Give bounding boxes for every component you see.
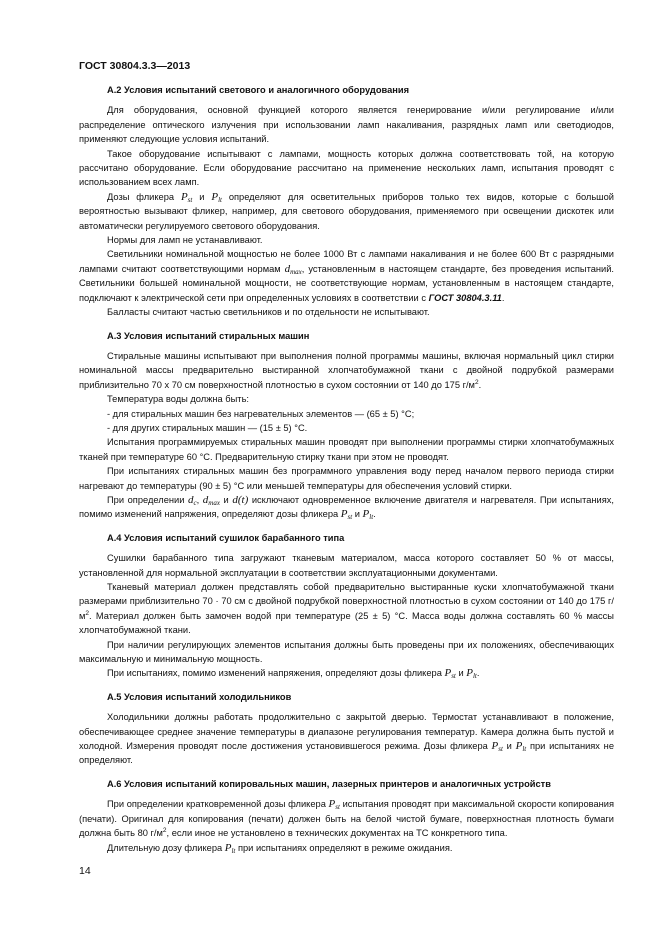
math-variable	[363, 508, 374, 520]
section	[79, 777, 614, 855]
variable-subscript: st	[347, 513, 353, 522]
text-run: - для стиральных машин без нагревательных элементов — (65 ± 5) °С;	[107, 408, 415, 419]
math-variable	[329, 798, 340, 810]
paragraph	[79, 392, 614, 406]
text-run: . Материал должен быть замочен водой при температуре (25 ± 5) °С. Масса воды должна составлять 60 % массы хлопчатобумажной ткани.	[79, 610, 614, 636]
text-run: , если иное не установлено в технических документах на ТС конкретного типа.	[166, 828, 508, 839]
variable-subscript: st	[187, 195, 193, 204]
text-run: Балласты считают частью светильников и по отдельности не испытывают.	[107, 307, 430, 318]
paragraph	[79, 190, 614, 233]
variable-subscript: max	[290, 267, 302, 276]
text-run: Нормы для ламп не устанавливают.	[107, 235, 263, 246]
superscript: 2	[85, 609, 90, 617]
text-run: исключают одновременное включение двигателя и нагревателя. При испытаниях, помимо изменений напряжения, определяют дозы фликера	[79, 494, 614, 520]
text-run: определяют для осветительных приборов только тех видов, которые с большой вероятностью вызывают фликер, например, для светового оборудования, применяемого при освещении дискотек или автоматически регулируемого светового оборудования.	[79, 191, 614, 231]
variable-subscript: max	[208, 498, 220, 507]
section-heading: А.6 Условия испытаний копировальных машин, лазерных принтеров и аналогичных устройств	[107, 778, 551, 789]
variable-symbol: P	[211, 190, 219, 203]
paragraph	[79, 147, 614, 190]
superscript: 2	[162, 827, 167, 835]
text-run: При испытаниях, помимо изменений напряжения, определяют дозы фликера	[107, 668, 445, 679]
text-run: Стиральные машины испытывают при выполнения полной программы машины, включая нормальный цикл стирки номинальной массы предварительно выстиранной хлопчатобумажной ткани с двойной подрубкой размерами приблизительно 70 х 70 см поверхностной плотностью в сухом состоянии от 140 до 175 г/м	[79, 350, 614, 390]
text-run: Испытания программируемых стиральных машин проводят при выполнении программы стирки хлопчатобумажных тканей при температуре 60 °С. Предварительную стирку ткани при этом не проводят.	[79, 437, 614, 462]
variable-subscript: st	[335, 803, 340, 812]
variable-subscript: st	[498, 745, 503, 754]
section	[79, 83, 614, 320]
text-run: При наличии регулирующих элементов испытания должны быть проведены при их положениях, обеспечивающих максимальную и минимальную мощность.	[79, 639, 614, 665]
text-run: Температура воды должна быть:	[107, 394, 249, 405]
text-run: и	[192, 191, 212, 202]
section	[79, 531, 614, 681]
text-run: и	[219, 494, 233, 505]
variable-subscript: lt	[369, 513, 374, 522]
variable-symbol: P	[466, 667, 473, 680]
variable-symbol: P	[328, 798, 336, 811]
math-variable	[444, 667, 455, 679]
text-run: Сушилки барабанного типа загружают тканевым материалом, масса которого составляет 50 % от массы, установленной для нормальной эксплуатации в соответствии эксплуатационными документами.	[79, 553, 614, 578]
math-variable	[203, 494, 220, 506]
text-run: ,	[196, 494, 203, 505]
paragraph	[79, 797, 614, 840]
paragraph	[79, 305, 614, 319]
text-run: Длительную дозу фликера	[107, 842, 225, 853]
section	[79, 690, 614, 768]
math-variable	[188, 494, 197, 506]
math-variable	[466, 667, 477, 679]
text-run: .	[501, 292, 505, 303]
paragraph	[79, 464, 614, 493]
variable-symbol: P	[444, 667, 452, 680]
variable-symbol: d	[284, 262, 291, 275]
variable-symbol: P	[340, 508, 348, 521]
math-variable	[232, 494, 248, 506]
text-run: при испытаниях не определяют.	[79, 741, 614, 766]
paragraph	[79, 638, 614, 667]
document-header: ГОСТ 30804.3.3—2013	[79, 60, 191, 72]
section-heading: А.5 Условия испытаний холодильников	[107, 691, 292, 702]
variable-subscript: lt	[522, 745, 527, 754]
text-run: и	[502, 741, 516, 752]
paragraph	[79, 841, 614, 855]
text-run: и	[352, 509, 363, 520]
text-run: и	[455, 668, 467, 679]
variable-symbol: P	[515, 740, 523, 753]
text-run: При определении	[107, 494, 188, 505]
text-run: Холодильники должны работать продолжительно с закрытой дверью. Термостат устанавливают в положение, обеспечивающее среднее значение температуры в диапазоне регулирования температур. Камера должна быть пустой и холодной. Измерения проводят после достижения установившегося режима. Дозы фликера	[79, 712, 614, 752]
math-variable	[516, 740, 527, 752]
variable-symbol: P	[491, 740, 499, 753]
paragraph	[79, 421, 614, 435]
math-variable	[225, 842, 236, 854]
document-body	[79, 83, 614, 855]
variable-subscript: st	[451, 672, 456, 681]
section-heading: А.3 Условия испытаний стиральных машин	[107, 330, 310, 341]
variable-symbol: d	[187, 493, 194, 506]
paragraph	[79, 551, 614, 580]
variable-symbol: P	[224, 841, 232, 854]
variable-subscript: lt	[231, 846, 236, 855]
text-run: - для других стиральных машин — (15 ± 5) °С.	[107, 422, 308, 433]
paragraph	[79, 493, 614, 522]
text-run: испытания проводят при максимальной скорости копирования (печати). Оригинал для копирования (печати) должен быть на белой чистой бумаге, поверхностная плотность бумаги должна быть 80 г/м	[79, 799, 614, 839]
text-run: Светильники номинальной мощностью не более 1000 Вт с лампами накаливания и не более 600 Вт с разрядными лампами считают соответствующими нормам	[79, 249, 614, 274]
text-run: Тканевый материал должен представлять собой предварительно выстиранные куски хлопчатобумажной ткани размерами приблизительно 70 · 70 см с двойной подрубкой поверхностной плотностью в сухом состоянии от 140 до 175 г/м	[79, 582, 614, 621]
paragraph	[79, 407, 614, 421]
math-variable	[181, 191, 192, 203]
math-variable	[341, 508, 352, 520]
math-variable	[285, 263, 302, 275]
variable-subscript: lt	[472, 672, 477, 681]
text-run: при испытаниях определяют в режиме ожидания.	[235, 842, 453, 853]
variable-symbol: d	[202, 493, 209, 506]
text-run: .	[476, 668, 480, 679]
paragraph	[79, 247, 614, 305]
text-run: .	[373, 509, 376, 520]
text-run: .	[478, 379, 482, 390]
variable-symbol: P	[180, 190, 188, 203]
standard-reference: ГОСТ 30804.3.11	[428, 292, 502, 303]
superscript: 2	[474, 378, 479, 386]
section	[79, 329, 614, 522]
text-run: Дозы фликера	[107, 191, 181, 202]
variable-subscript: lt	[218, 195, 222, 204]
math-variable	[492, 740, 503, 752]
paragraph	[79, 580, 614, 638]
paragraph	[79, 710, 614, 768]
paragraph	[79, 435, 614, 464]
paragraph	[79, 349, 614, 392]
text-run: При испытаниях стиральных машин без программного управления воду перед началом первого периода стирки нагревают до температуры (90 ± 5) °С или меньшей температуры для обеспечения условий стирки.	[79, 466, 614, 491]
paragraph	[79, 103, 614, 146]
paragraph	[79, 233, 614, 247]
section-heading: А.2 Условия испытаний светового и аналогичного оборудования	[107, 85, 410, 95]
text-run: Такое оборудование испытывают с лампами, мощность которых должна соответствовать той, на которую рассчитано оборудование. Если оборудование рассчитано на применение нескольких ламп, испытания проводят с использованием всех ламп.	[79, 148, 614, 188]
text-run: Для оборудования, основной функцией которого является генерирование и/или регулирование и/или распределение оптического излучения при использовании ламп накаливания, разрядных ламп или светодиодов, применяют следующие условия испытаний.	[79, 105, 614, 145]
text-run: , установленным в настоящем стандарте, без проведения испытаний. Светильники большей номинальной мощности, не соответствующие нормам, установленным в настоящем стандарте, подключают к электрической сети при определенных условиях в соответствии с	[79, 263, 614, 303]
section-heading: А.4 Условия испытаний сушилок барабанного типа	[107, 532, 345, 543]
variable-symbol: P	[362, 508, 370, 521]
page-number: 14	[79, 864, 91, 877]
math-variable	[211, 191, 222, 203]
text-run: При определении кратковременной дозы фликера	[107, 799, 329, 810]
paragraph	[79, 666, 614, 680]
variable-subscript: c	[193, 498, 197, 507]
variable-symbol: d(t)	[232, 493, 249, 506]
